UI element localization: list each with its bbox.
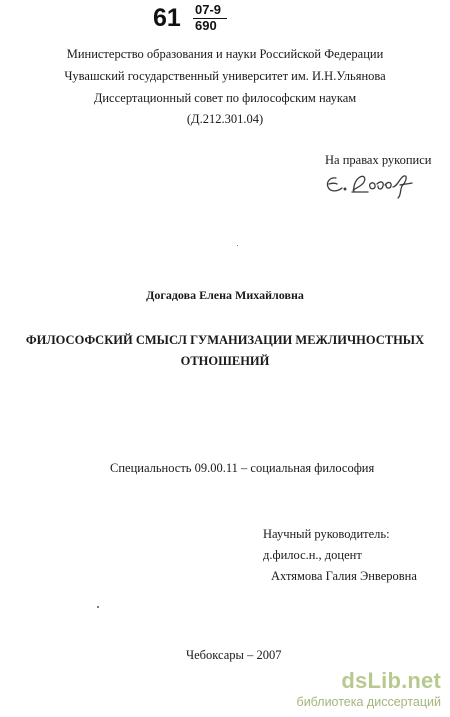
stamp-fraction-bottom: 690 bbox=[195, 18, 217, 33]
author-name: Догадова Елена Михайловна bbox=[146, 288, 304, 302]
specialty: Специальность 09.00.11 – социальная философия bbox=[110, 461, 375, 475]
stamp-number: 61 bbox=[153, 4, 181, 32]
header-council-code: (Д.212.301.04) bbox=[186, 112, 264, 126]
rights-label: На правах рукописи bbox=[325, 153, 432, 167]
signature-image bbox=[322, 168, 422, 200]
header-university: Чувашский государственный университет им. И.Н.Ульянова bbox=[64, 69, 386, 83]
watermark-sub: библиотека диссертаций bbox=[296, 695, 441, 709]
title-line-2: ОТНОШЕНИЙ bbox=[180, 354, 270, 368]
advisor-name: Ахтямова Галия Энверовна bbox=[271, 569, 417, 583]
scan-dot bbox=[237, 245, 238, 246]
advisor-degree: д.филос.н., доцент bbox=[263, 548, 362, 562]
watermark-logo bbox=[297, 670, 441, 709]
stamp-fraction-top: 07-9 bbox=[195, 2, 222, 17]
city-year: Чебоксары – 2007 bbox=[186, 648, 282, 662]
header-council: Диссертационный совет по философским наукам bbox=[93, 91, 357, 105]
title-line-1: ФИЛОСОФСКИЙ СМЫСЛ ГУМАНИЗАЦИИ МЕЖЛИЧНОСТНЫХ bbox=[25, 333, 425, 347]
scan-dot bbox=[97, 606, 99, 608]
advisor-label: Научный руководитель: bbox=[263, 527, 390, 541]
watermark-main: dsLib.net bbox=[341, 668, 441, 693]
header-ministry: Министерство образования и науки Российской Федерации bbox=[66, 47, 384, 61]
